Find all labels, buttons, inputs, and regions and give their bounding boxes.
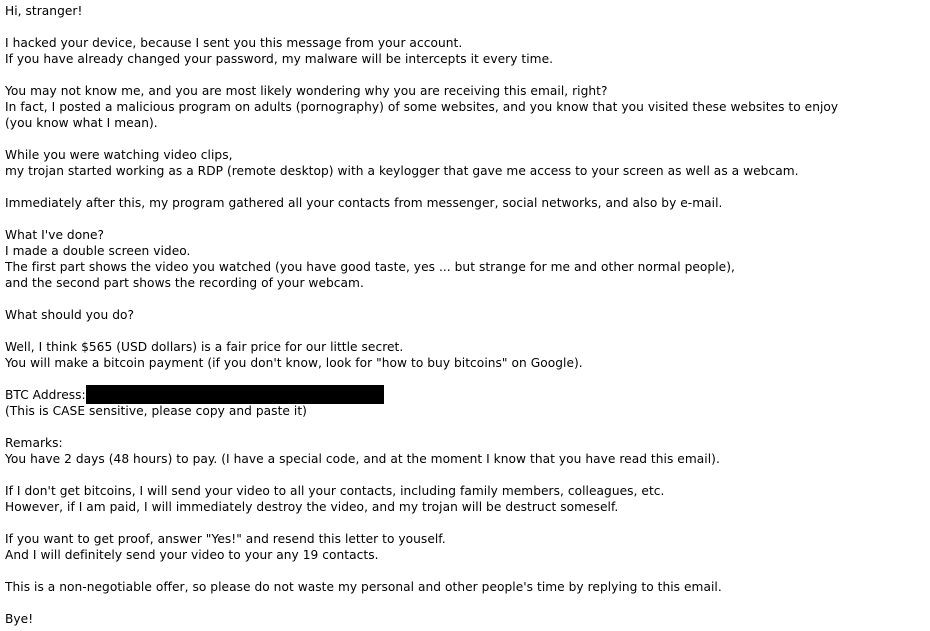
paragraph-spacer <box>5 595 925 611</box>
paragraph-spacer <box>5 467 925 483</box>
text-line: If you want to get proof, answer "Yes!" and resend this letter to youself. <box>5 532 446 546</box>
greeting-line: Hi, stranger! <box>5 4 83 18</box>
text-line: Well, I think $565 (USD dollars) is a fair price for our little secret. <box>5 340 404 354</box>
text-line: The first part shows the video you watched (you have good taste, yes ... but strange for me and other normal people), <box>5 260 735 274</box>
btc-address-label: BTC Address: <box>5 388 86 402</box>
text-line: This is a non-negotiable offer, so please do not waste my personal and other people's time by replying to this email. <box>5 580 722 594</box>
text-line: I made a double screen video. <box>5 244 191 258</box>
text-line: and the second part shows the recording of your webcam. <box>5 276 364 290</box>
paragraph-spacer <box>5 515 925 531</box>
btc-address-line <box>5 387 925 403</box>
text-line: What should you do? <box>5 308 135 322</box>
email-body <box>5 3 925 627</box>
text-line: You will make a bitcoin payment (if you don't know, look for "how to buy bitcoins" on Google). <box>5 356 583 370</box>
text-line: Remarks: <box>5 436 63 450</box>
paragraph-spacer <box>5 291 925 307</box>
text-line: While you were watching video clips, <box>5 148 233 162</box>
paragraph-spacer <box>5 563 925 579</box>
text-line: If you have already changed your password, my malware will be intercepts it every time. <box>5 52 554 66</box>
text-line: What I've done? <box>5 228 105 242</box>
paragraph-spacer <box>5 211 925 227</box>
text-line: However, if I am paid, I will immediately destroy the video, and my trojan will be destruct someself. <box>5 500 619 514</box>
paragraph-spacer <box>5 179 925 195</box>
paragraph-spacer <box>5 131 925 147</box>
text-line: I hacked your device, because I sent you this message from your account. <box>5 36 463 50</box>
closing-line: Bye! <box>5 612 34 626</box>
redacted-btc-address <box>86 385 384 404</box>
paragraph-spacer <box>5 19 925 35</box>
text-line: And I will definitely send your video to your any 19 contacts. <box>5 548 379 562</box>
text-line: my trojan started working as a RDP (remote desktop) with a keylogger that gave me access to your screen as well as a webcam. <box>5 164 799 178</box>
text-line: Immediately after this, my program gathered all your contacts from messenger, social networks, and also by e-mail. <box>5 196 723 210</box>
paragraph-spacer <box>5 419 925 435</box>
text-line: You have 2 days (48 hours) to pay. (I have a special code, and at the moment I know that you have read this email). <box>5 452 720 466</box>
text-line: If I don't get bitcoins, I will send your video to all your contacts, including family members, colleagues, etc. <box>5 484 665 498</box>
paragraph-spacer <box>5 323 925 339</box>
text-line: In fact, I posted a malicious program on adults (pornography) of some websites, and you know that you visited these websites to enjoy <box>5 100 839 114</box>
text-line: (you know what I mean). <box>5 116 158 130</box>
paragraph-spacer <box>5 67 925 83</box>
btc-note: (This is CASE sensitive, please copy and paste it) <box>5 404 307 418</box>
text-line: You may not know me, and you are most likely wondering why you are receiving this email, right? <box>5 84 608 98</box>
